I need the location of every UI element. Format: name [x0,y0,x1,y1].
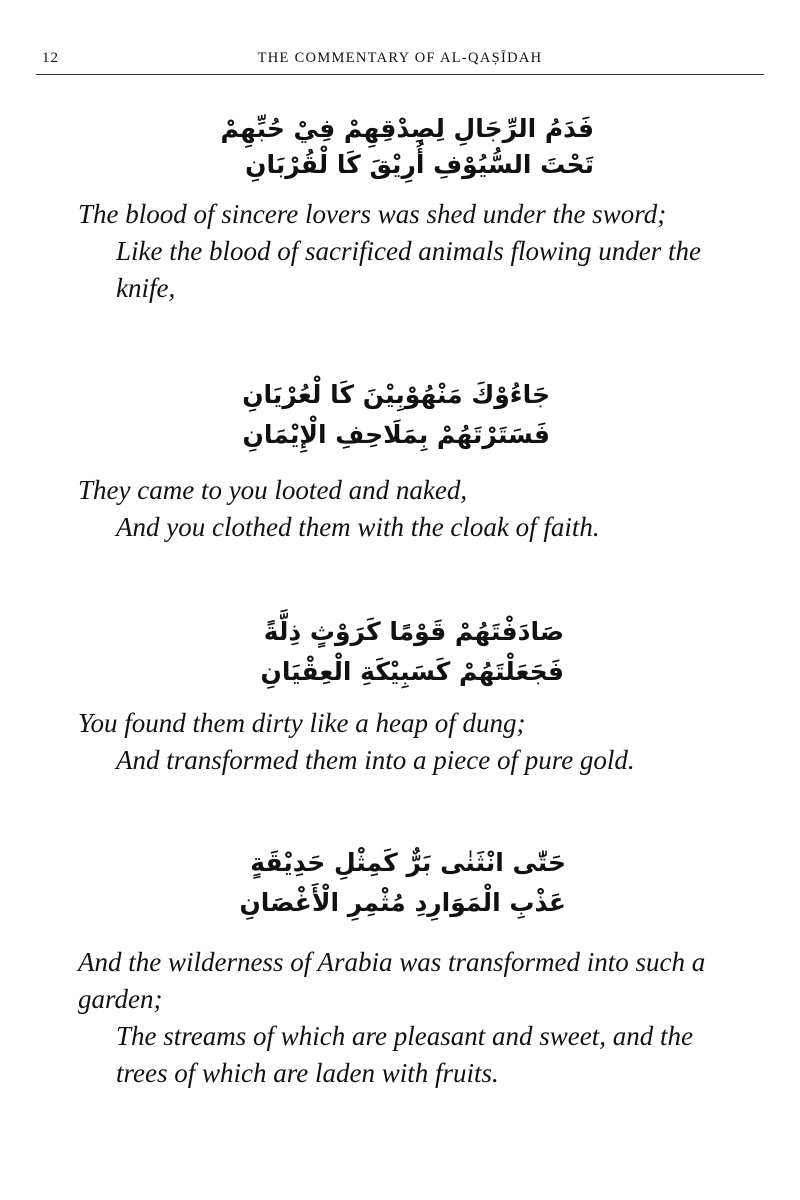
verse-2-translation-line-2: And you clothed them with the cloak of faith. [116,512,600,542]
verse-3-translation-line-1: You found them dirty like a heap of dung; [78,708,526,738]
verse-2-arabic-line-1: جَاءُوْكَ مَنْهُوْبِيْنَ كَا لْعُرْيَانِ [242,380,550,409]
verse-4-arabic-line-1: حَتّٰى انْثَنٰى بَرٌّ كَمِثْلِ حَدِيْقَةٍ [250,848,566,877]
verse-3-translation [78,705,738,779]
verse-2-arabic-line-2: فَسَتَرْتَهُمْ بِمَلَاحِفِ الْإِيْمَانِ [242,420,550,449]
verse-4-translation [78,944,718,1092]
verse-4-translation-line-1: And the wilderness of Arabia was transformed into such a garden; [78,947,706,1014]
verse-2-translation-line-1: They came to you looted and naked, [78,475,468,505]
verse-3-arabic-line-1: صَادَفْتَهُمْ قَوْمًا كَرَوْثٍ ذِلَّةً [263,617,564,646]
running-header [36,50,764,75]
verse-3-arabic-line-2: فَجَعَلْتَهُمْ كَسَبِيْكَةِ الْعِقْيَانِ [260,657,564,686]
verse-4-arabic-line-2: عَذْبِ الْمَوَارِدِ مُثْمِرِ الْأَغْصَانِ [239,888,566,917]
running-title: THE COMMENTARY OF AL-QAṢĪDAH [257,50,543,66]
verse-1-translation-line-2: Like the blood of sacrificed animals flowing under the knife, [116,236,701,303]
verse-3-translation-line-2: And transformed them into a piece of pure gold. [116,745,635,775]
verse-1-arabic-line-1: فَدَمُ الرِّجَالِ لِصِدْقِهِمْ فِيْ حُبِّهِمْ [220,114,594,143]
verse-1-translation-line-1: The blood of sincere lovers was shed under the sword; [78,199,667,229]
verse-1-translation [78,196,738,307]
page-number: 12 [42,50,59,66]
verse-1-arabic-line-2: تَحْتَ السُّيُوْفِ أُرِيْقَ كَا لْقُرْبَانِ [245,150,594,179]
verse-2-translation [78,472,738,546]
verse-4-translation-line-2: The streams of which are pleasant and sweet, and the trees of which are laden with fruits. [116,1021,693,1088]
